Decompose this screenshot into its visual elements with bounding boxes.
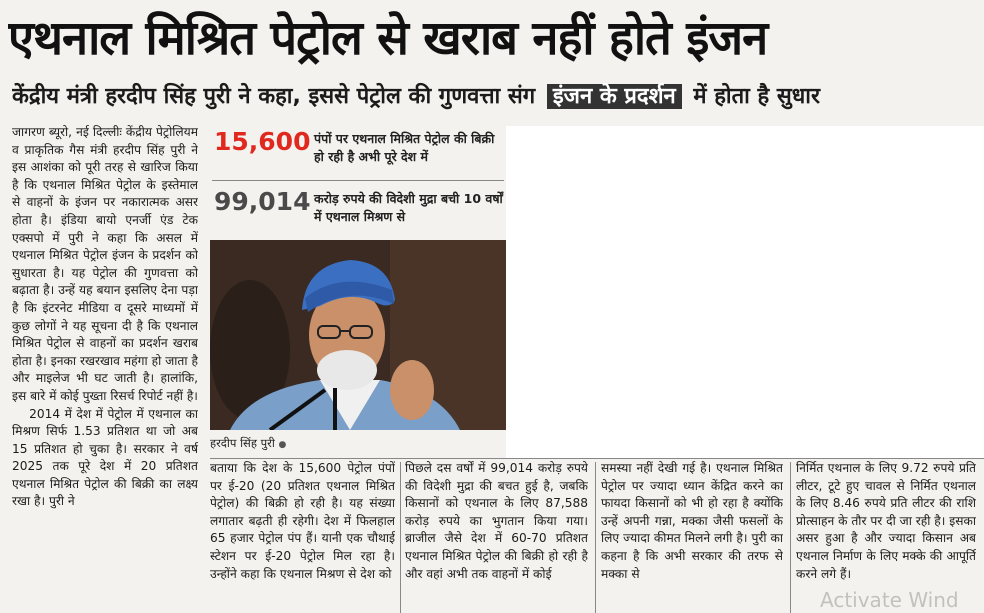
photo-caption-text: हरदीप सिंह पुरी — [210, 436, 275, 450]
divider — [212, 180, 504, 181]
article-column-2: बताया कि देश के 15,600 पेट्रोल पंपों पर ई-20 (20 प्रतिशत एथनाल मिश्रित पेट्रोल) की बिक्री हो रही है। यह संख्या लगातार बढ़ती ही रहेगी। देश में फिलहाल 65 हजार पेट्रोल पंप हैं। यानी एक चौथाई स्टेशन पर ई-20 पेट्रोल मिल रहा है। उन्होंने कहा कि एथनाल मिश्रण से देश को — [210, 461, 395, 581]
subhead-highlight: इंजन के प्रदर्शन — [547, 84, 682, 109]
column-divider — [790, 462, 791, 613]
article-paragraph: जागरण ब्यूरो, नई दिल्लीः केंद्रीय पेट्रोलियम व प्राकृतिक गैस मंत्री हरदीप सिंह पुरी ने इस आशंका को पूरी तरह से खारिज किया है कि एथनाल मिश्रित पेट्रोल के इस्तेमाल से वाहनों के इंजन पर नकारात्मक असर होता है। इंडिया बायो एनर्जी एंड टेक एक्सपो में पुरी ने कहा कि असल में एथनाल मिश्रित पेट्रोल इंजन के प्रदर्शन को सुधारता है। यह पेट्रोल की गुणवत्ता को बढ़ाता है। उन्हें यह बयान इसलिए देना पड़ा है कि इंटरनेट मीडिया व दूसरे माध्यमों में कुछ लोगों ने यह सूचना दी है कि एथनाल मिश्रित पेट्रोल से वाहनों का प्रदर्शन खराब होता है। इनका रखरखाव महंगा हो जाता है और माइलेज भी घट जाती है। हालांकि, इस बारे में कोई पुख्ता रिसर्च रिपोर्ट नहीं है। — [12, 125, 198, 403]
stat-box-pumps — [210, 126, 510, 172]
divider — [210, 458, 984, 459]
bullet-icon: ● — [278, 440, 287, 450]
article-paragraph: 2014 में देश में पेट्रोल में एथनाल का मिश्रण सिर्फ 1.53 प्रतिशत था जो अब 15 प्रतिशत हो चुका है। सरकार ने वर्ष 2025 तक पूरे देश में 20 प्रतिशत एथनाल मिश्रित पेट्रोल की बिक्री का लक्ष्य रखा है। पुरी ने — [12, 406, 198, 509]
stat-description: पंपों पर एथनाल मिश्रित पेट्रोल की बिक्री हो रही है अभी पूरे देश में — [314, 131, 495, 164]
column-divider — [400, 462, 401, 613]
photo-caption — [210, 432, 506, 454]
headline: एथनाल मिश्रित पेट्रोल से खराब नहीं होते इंजन — [8, 11, 768, 66]
article-column-5: निर्मित एथनाल के लिए 9.72 रुपये प्रति लीटर, टूटे हुए चावल से निर्मित एथनाल के लिए 8.46 रुपये प्रति लीटर की राशि प्रोत्साहन के तौर पर दी जा रही है। इसका असर हुआ है और ज्यादा किसान अब एथनाल निर्माण के लिए मक्के की आपूर्ति करने लगे हैं। — [796, 461, 976, 581]
article-column-3: पिछले दस वर्षों में 99,014 करोड़ रुपये की विदेशी मुद्रा की बचत हुई है, जबकि किसानों को एथनाल के लिए 87,588 करोड़ रुपये का भुगतान किया गया। ब्राजील जैसे देश में 60-70 प्रतिशत एथनाल मिश्रित पेट्रोल की बिक्री हो रही है और वहां अभी तक वाहनों में कोई — [405, 461, 588, 581]
subhead-text-end: में होता है सुधार — [693, 84, 820, 109]
article-column-4: समस्या नहीं देखी गई है। एथनाल मिश्रित पेट्रोल पर ज्यादा ध्यान केंद्रित करने का फायदा किसानों को भी हो रहा है क्योंकि उन्हें अपनी गन्ना, मक्का जैसी फसलों के लिए ज्यादा कीमत मिलने लगी है। पुरी का कहना है कि अभी सरकार की तरफ से मक्का से — [601, 461, 783, 581]
article-column-1 — [12, 124, 198, 613]
minister-photo — [210, 240, 506, 430]
stat-value: 15,600 — [214, 127, 311, 156]
minister-photo-illustration — [210, 240, 506, 430]
stat-value: 99,014 — [214, 187, 311, 216]
column-divider — [595, 462, 596, 613]
stat-description: करोड़ रुपये की विदेशी मुद्रा बची 10 वर्षों में एथनाल मिश्रण से — [314, 191, 503, 224]
subheadline — [12, 76, 972, 118]
os-activation-watermark: Activate Wind — [820, 588, 959, 612]
blank-area — [506, 126, 984, 459]
subhead-text: केंद्रीय मंत्री हरदीप सिंह पुरी ने कहा, इससे पेट्रोल की गुणवत्ता संग — [12, 84, 536, 109]
stat-box-savings — [210, 186, 510, 232]
